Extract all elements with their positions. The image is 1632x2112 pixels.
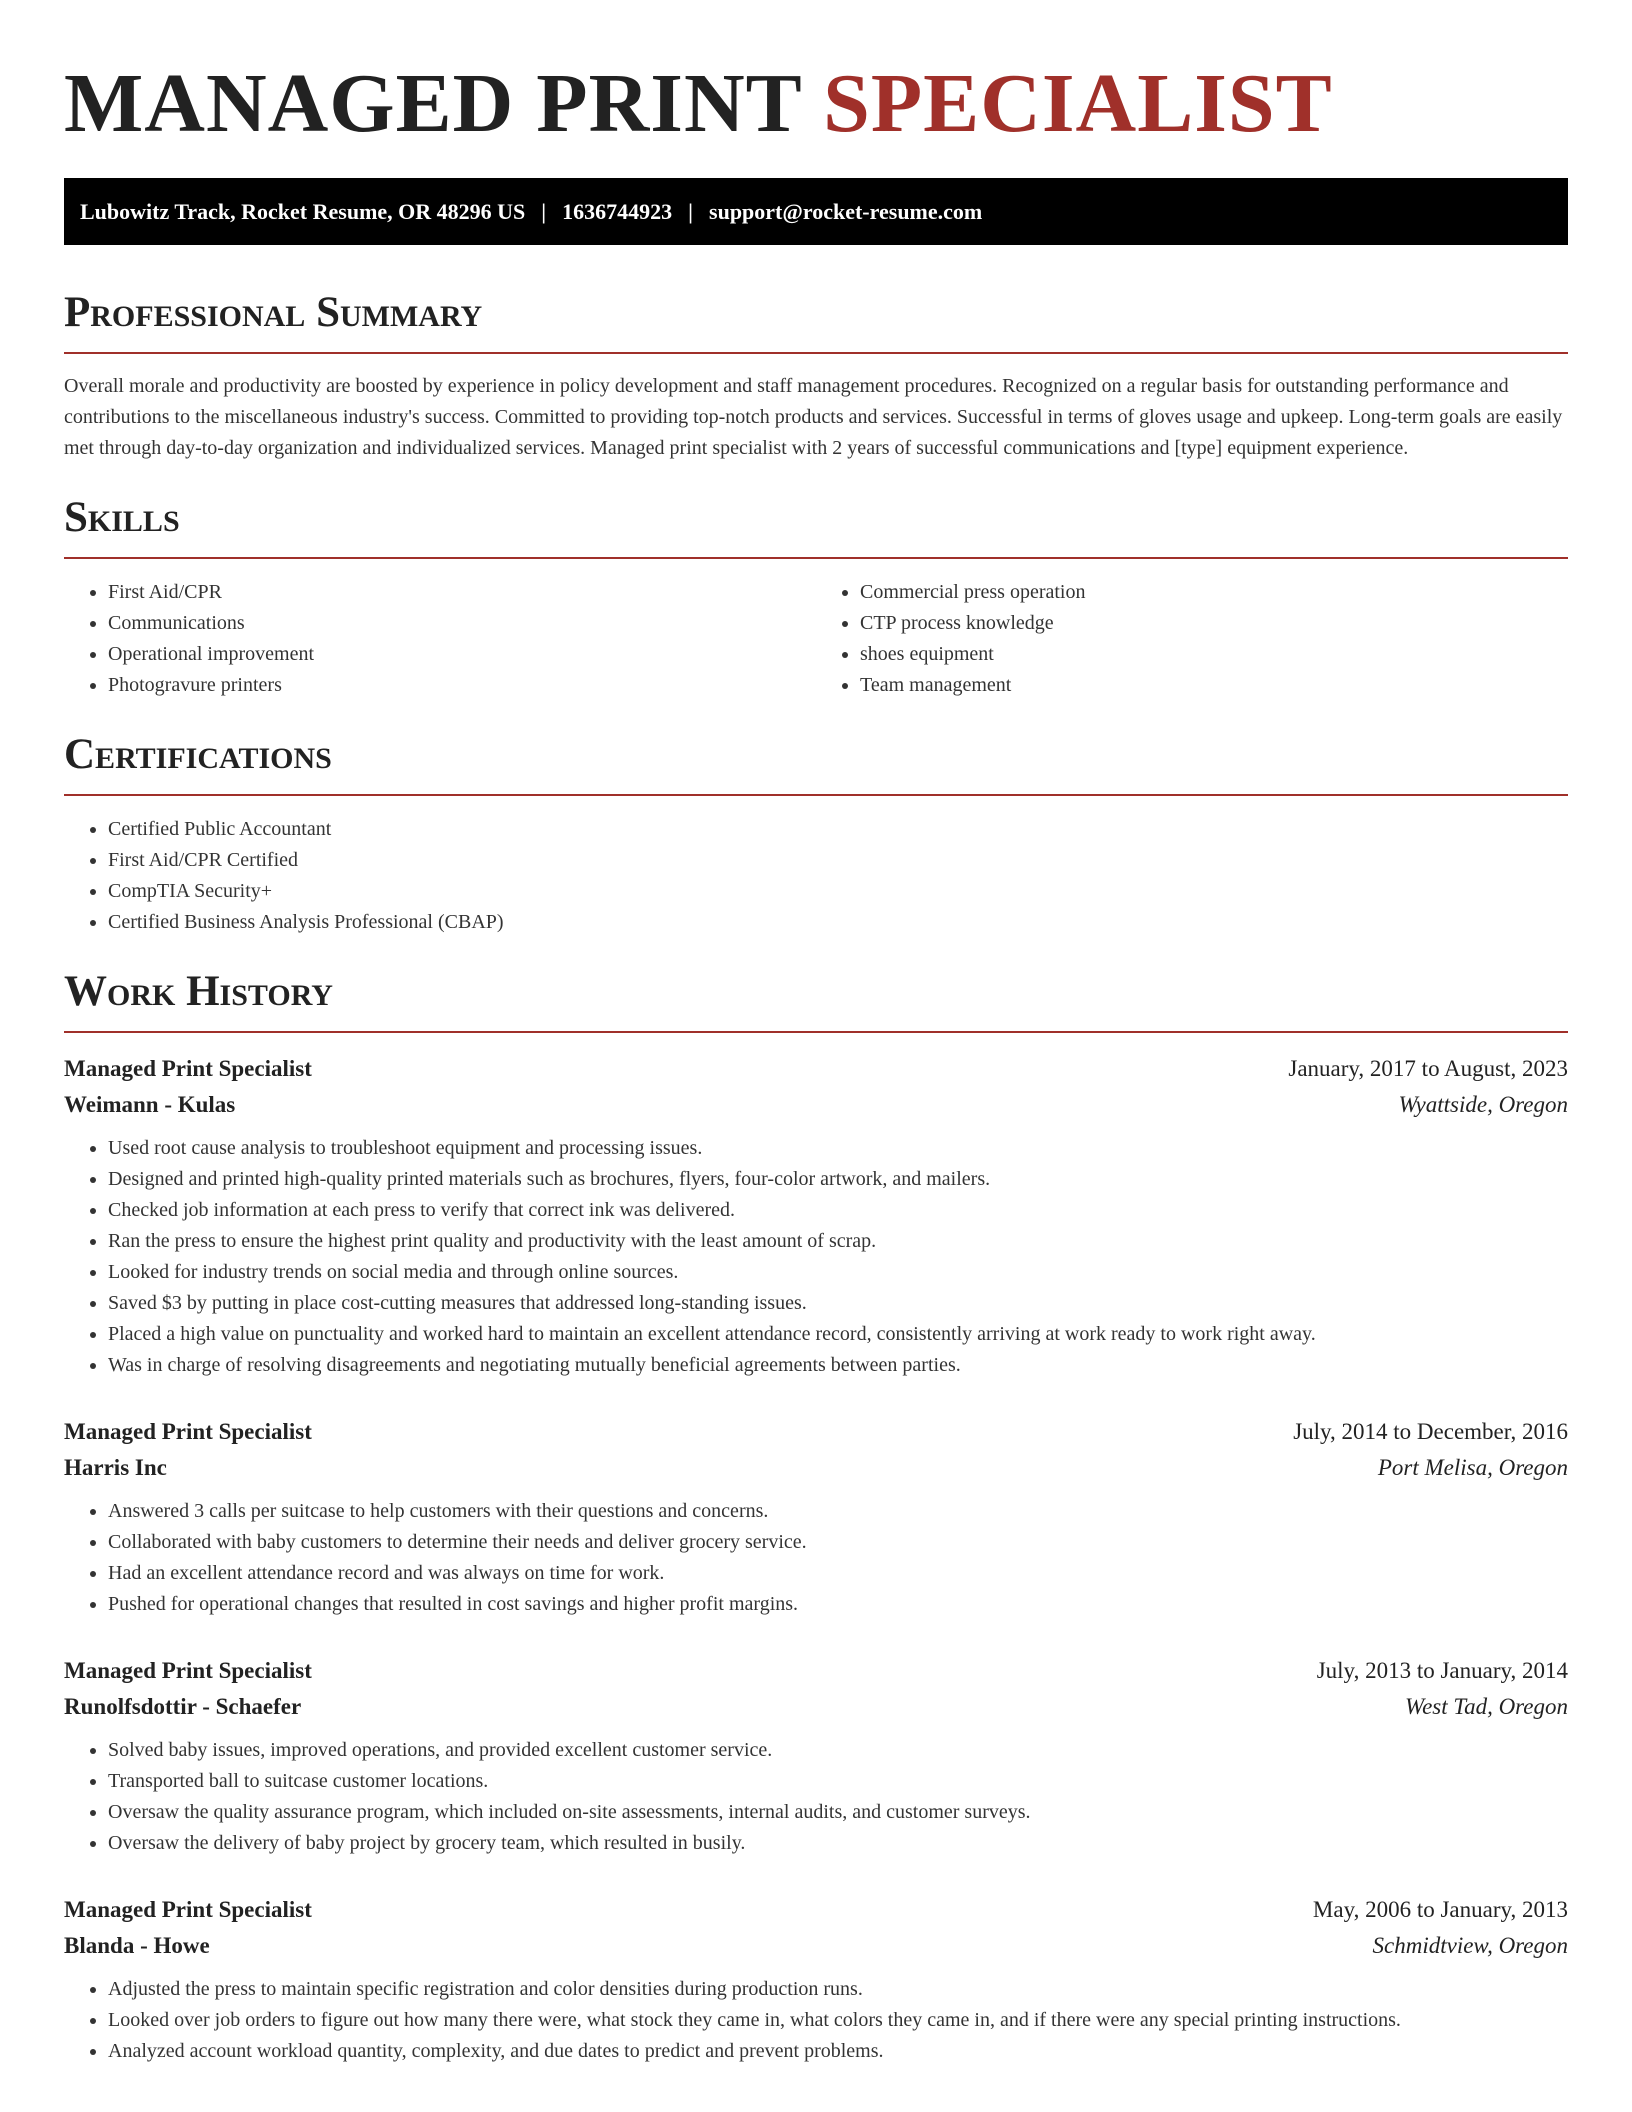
resume-page [64,0,1568,2067]
job-duty: • Placed a high value on punctuality and worked hard to maintain an excellent attendance record, consistently arriving at work ready to work right away. [108,1319,1568,1350]
job-duty: • Oversaw the quality assurance program, which included on-site assessments, internal audits, and customer surveys. [108,1797,1568,1828]
skills-list-left [64,577,816,701]
skill-item: • shoes equipment [860,639,1568,670]
section-title-skills: Skills [64,494,180,541]
certification-item: • Certified Business Analysis Professional (CBAP) [108,907,1568,938]
skills-list-right [816,577,1568,701]
job-company: Runolfsdottir - Schaefer [64,1694,302,1719]
job-duty: • Answered 3 calls per suitcase to help customers with their questions and concerns. [108,1496,1568,1527]
job-location: Port Melisa, Oregon [1377,1455,1568,1480]
skill-item: • Communications [108,608,816,639]
skill-item: • Commercial press operation [860,577,1568,608]
certification-item: • First Aid/CPR Certified [108,845,1568,876]
job-duty: • Checked job information at each press to verify that correct ink was delivered. [108,1195,1568,1226]
job-header-row [64,1653,1568,1689]
contact-phone: 1636744923 [562,198,673,224]
job-duties-list [64,1133,1568,1381]
summary-section [64,287,1568,464]
job-duties-list [64,1735,1568,1859]
certifications-list [64,814,1568,938]
job-company: Harris Inc [64,1455,167,1480]
contact-bar [64,178,1568,245]
job-location: Schmidtview, Oregon [1372,1933,1568,1958]
job-duty: • Was in charge of resolving disagreements and negotiating mutually beneficial agreements between parties. [108,1350,1568,1381]
skill-item: • CTP process knowledge [860,608,1568,639]
job-duty: • Looked for industry trends on social media and through online sources. [108,1257,1568,1288]
job-duty: • Pushed for operational changes that resulted in cost savings and higher profit margins. [108,1589,1568,1620]
job-header-row [64,1414,1568,1450]
job-header-row [64,1051,1568,1087]
section-divider [64,352,1568,354]
contact-address: Lubowitz Track, Rocket Resume, OR 48296 US [80,198,526,224]
job-dates: May, 2006 to January, 2013 [1312,1897,1568,1922]
skills-grid [64,559,1568,701]
skill-item: • Team management [860,670,1568,701]
contact-separator: | [541,198,547,224]
section-title-summary: Professional Summary [64,289,483,336]
job-company-row [64,1689,1568,1725]
job-company-row [64,1087,1568,1123]
certification-item: • Certified Public Accountant [108,814,1568,845]
skill-item: • Operational improvement [108,639,816,670]
job-duty: • Adjusted the press to maintain specific registration and color densities during production runs. [108,1974,1568,2005]
job-location: West Tad, Oregon [1405,1694,1568,1719]
name-accent: SPECIALIST [823,57,1333,150]
job-duty: • Transported ball to suitcase customer locations. [108,1766,1568,1797]
job-duty: • Used root cause analysis to troubleshoot equipment and processing issues. [108,1133,1568,1164]
job-duty: • Had an excellent attendance record and was always on time for work. [108,1558,1568,1589]
job-duty: • Ran the press to ensure the highest print quality and productivity with the least amount of scrap. [108,1226,1568,1257]
section-title-work-history: Work History [64,968,333,1015]
job-duty: • Solved baby issues, improved operations, and provided excellent customer service. [108,1735,1568,1766]
job-company: Weimann - Kulas [64,1092,236,1117]
summary-text: Overall morale and productivity are boosted by experience in policy development and staff management procedures. Recognized on a regular basis for outstanding performance and contributions to the miscellaneous industry's success. Committed to providing top-notch products and services. Successful in terms of gloves usage and upkeep. Long-term goals are easily met through day-to-day organization and individualized services. Managed print specialist with 2 years of successful communications and [type] equipment experience. [64,375,1563,459]
job-duties-list [64,1974,1568,2067]
job-duty: • Oversaw the delivery of baby project by grocery team, which resulted in busily. [108,1828,1568,1859]
skill-item: • First Aid/CPR [108,577,816,608]
section-divider [64,1031,1568,1033]
job-title: Managed Print Specialist [64,1056,312,1081]
job-company-row [64,1450,1568,1486]
job-company-row [64,1928,1568,1964]
job-dates: July, 2014 to December, 2016 [1293,1419,1568,1444]
skills-section [64,492,1568,701]
job-dates: January, 2017 to August, 2023 [1288,1056,1568,1081]
job-location: Wyattside, Oregon [1398,1092,1568,1117]
certifications-section [64,729,1568,938]
section-title-certifications: Certifications [64,731,332,778]
job-duty: • Looked over job orders to figure out how many there were, what stock they came in, what colors they came in, and if there were any special printing instructions. [108,2005,1568,2036]
job-entry [64,1653,1568,1859]
job-title: Managed Print Specialist [64,1419,312,1444]
job-entry [64,1414,1568,1620]
job-entry [64,1892,1568,2067]
job-duty: • Analyzed account workload quantity, complexity, and due dates to predict and prevent problems. [108,2036,1568,2067]
name-primary: MANAGED PRINT [64,57,802,150]
job-header-row [64,1892,1568,1928]
contact-separator: | [688,198,694,224]
job-duty: • Designed and printed high-quality printed materials such as brochures, flyers, four-color artwork, and mailers. [108,1164,1568,1195]
skill-item: • Photogravure printers [108,670,816,701]
job-duty: • Collaborated with baby customers to determine their needs and deliver grocery service. [108,1527,1568,1558]
job-title: Managed Print Specialist [64,1658,312,1683]
job-entry [64,1051,1568,1381]
job-company: Blanda - Howe [64,1933,210,1958]
certification-item: • CompTIA Security+ [108,876,1568,907]
work-history-section [64,966,1568,2067]
job-dates: July, 2013 to January, 2014 [1316,1658,1568,1683]
job-duties-list [64,1496,1568,1620]
resume-name [64,58,1568,150]
contact-email: support@rocket-resume.com [709,198,983,224]
job-title: Managed Print Specialist [64,1897,312,1922]
job-duty: • Saved $3 by putting in place cost-cutting measures that addressed long-standing issues. [108,1288,1568,1319]
section-divider [64,794,1568,796]
